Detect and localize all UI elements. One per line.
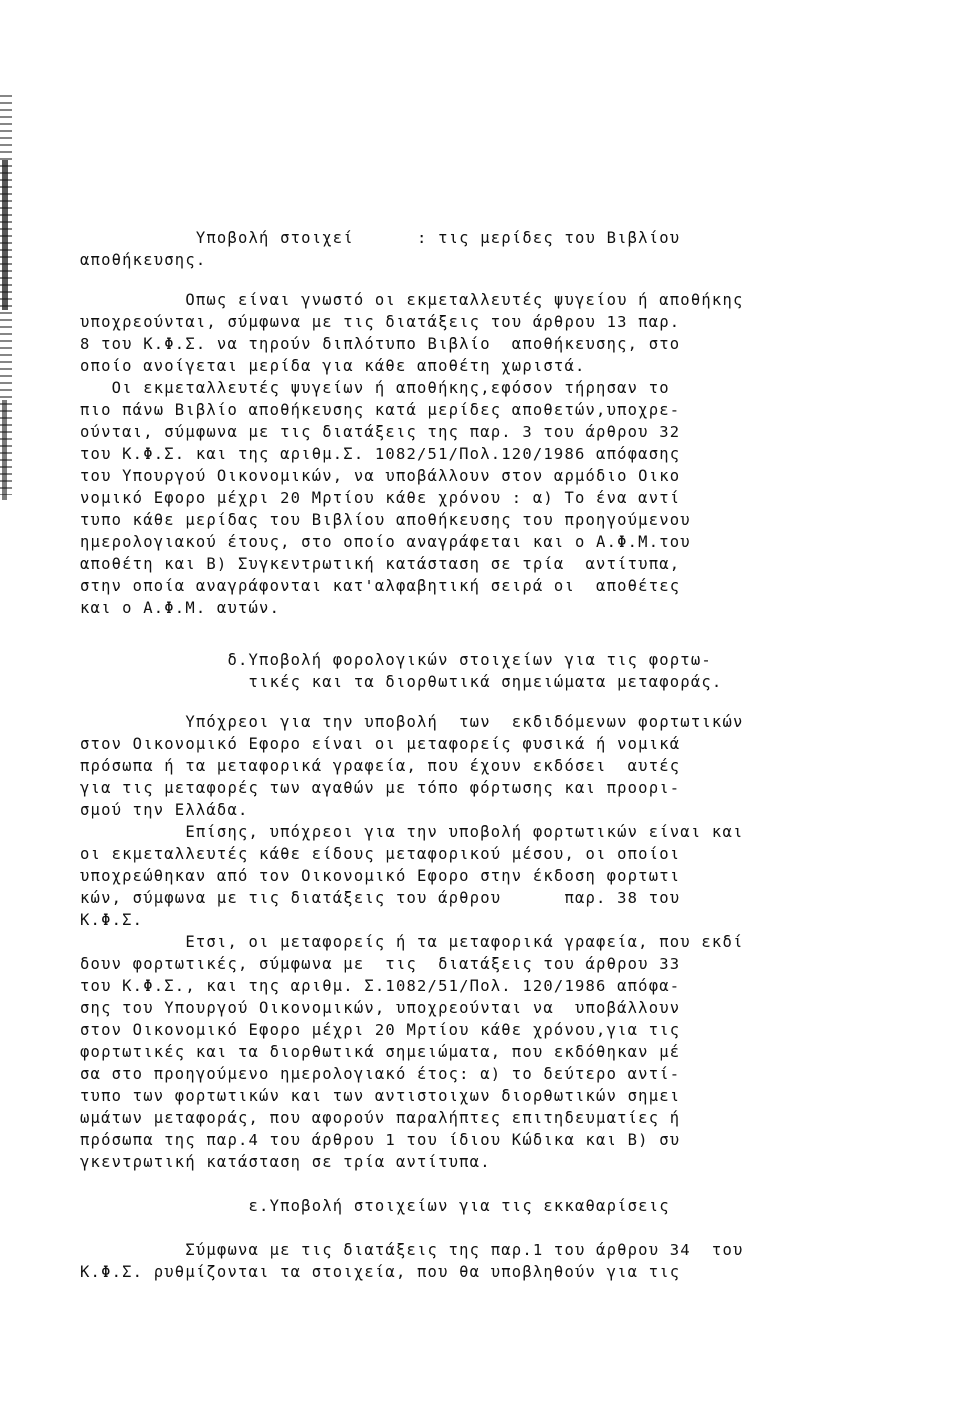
text-line: για τις μεταφορές των αγαθών με τόπο φόρτωσης και προορι- <box>80 779 681 797</box>
text-line: αποθέτη και Β) Συγκεντρωτική κατάσταση σε τρία αντίτυπα, <box>80 555 681 573</box>
text-line: ε.Υποβολή στοιχείων για τις εκκαθαρίσεις <box>80 1197 670 1215</box>
text-line: υποχρεώθηκαν από τον Οικονομικό Εφορο στην έκδοση φορτωτι <box>80 867 681 885</box>
text-line: Κ.Φ.Σ. ρυθμίζονται τα στοιχεία, που θα υποβληθούν για τις <box>80 1263 681 1281</box>
text-line: στην οποία αναγράφονται κατ'αλφαβητική σειρά οι αποθέτες <box>80 577 681 595</box>
text-line: ωμάτων μεταφοράς, που αφορούν παραλήπτες επιτηδευματίες ή <box>80 1109 681 1127</box>
text-line: του Κ.Φ.Σ. και της αριθμ.Σ. 1082/51/Πολ.120/1986 απόφασης <box>80 445 681 463</box>
scan-edge-artifact <box>2 160 8 310</box>
text-line: ούνται, σύμφωνα με τις διατάξεις της παρ. 3 του άρθρου 32 <box>80 423 681 441</box>
text-line: στον Οικονομικό Εφορο μέχρι 20 Μρτίου κάθε χρόνου,για τις <box>80 1021 681 1039</box>
text-line: Επίσης, υπόχρεοι για την υποβολή φορτωτικών είναι και <box>80 823 744 841</box>
text-line: υποχρεούνται, σύμφωνα με τις διατάξεις του άρθρου 13 παρ. <box>80 313 681 331</box>
text-line: νομικό Εφορο μέχρι 20 Μρτίου κάθε χρόνου : α) Το ένα αντί <box>80 489 681 507</box>
text-line: Υποβολή στοιχεί : τις μερίδες του Βιβλίου <box>80 229 681 247</box>
text-line: τικές και τα διορθωτικά σημειώματα μεταφοράς. <box>80 673 723 691</box>
text-line: οι εκμεταλλευτές κάθε είδους μεταφορικού μέσου, οι οποίοι <box>80 845 681 863</box>
text-line: Οι εκμεταλλευτές ψυγείων ή αποθήκης,εφόσον τήρησαν το <box>80 379 670 397</box>
scan-edge-artifact <box>2 400 7 500</box>
text-line: πιο πάνω Βιβλίο αποθήκευσης κατά μερίδες αποθετών,υποχρε- <box>80 401 681 419</box>
text-line: Οπως είναι γνωστό οι εκμεταλλευτές ψυγείου ή αποθήκης <box>80 291 744 309</box>
text-line: Ετσι, οι μεταφορείς ή τα μεταφορικά γραφεία, που εκδί <box>80 933 744 951</box>
text-line: τυπο των φορτωτικών και των αντιστοιχων διορθωτικών σημει <box>80 1087 681 1105</box>
text-line: Υπόχρεοι για την υποβολή των εκδιδόμενων φορτωτικών <box>80 713 744 731</box>
text-line: οποίο ανοίγεται μερίδα για κάθε αποθέτη χωριστά. <box>80 357 586 375</box>
text-line: φορτωτικές και τα διορθωτικά σημειώματα, που εκδόθηκαν μέ <box>80 1043 681 1061</box>
text-line: πρόσωπα ή τα μεταφορικά γραφεία, που έχουν εκδόσει αυτές <box>80 757 681 775</box>
text-line: του Κ.Φ.Σ., και της αριθμ. Σ.1082/51/Πολ. 120/1986 απόφα- <box>80 977 681 995</box>
text-line: και ο Α.Φ.Μ. αυτών. <box>80 599 281 617</box>
text-line: δ.Υποβολή φορολογικών στοιχείων για τις φορτω- <box>80 651 712 669</box>
text-line: τυπο κάθε μερίδας του Βιβλίου αποθήκευσης του προηγούμενου <box>80 511 691 529</box>
text-line: ημερολογιακού έτους, στο οποίο αναγράφεται και ο Α.Φ.Μ.του <box>80 533 691 551</box>
text-line: γκεντρωτική κατάσταση σε τρία αντίτυπα. <box>80 1153 491 1171</box>
text-line: πρόσωπα της παρ.4 του άρθρου 1 του ίδιου Κώδικα και Β) συ <box>80 1131 681 1149</box>
text-line: 8 του Κ.Φ.Σ. να τηρούν διπλότυπο Βιβλίο αποθήκευσης, στο <box>80 335 681 353</box>
text-line: δουν φορτωτικές, σύμφωνα με τις διατάξεις του άρθρου 33 <box>80 955 681 973</box>
text-line: αποθήκευσης. <box>80 251 207 269</box>
text-line: του Υπουργού Οικονομικών, να υποβάλλουν στον αρμόδιο Οικο <box>80 467 681 485</box>
text-line: στον Οικονομικό Εφορο είναι οι μεταφορείς φυσικά ή νομικά <box>80 735 681 753</box>
text-line: σης του Υπουργού Οικονομικών, υποχρεούνται να υποβάλλουν <box>80 999 681 1017</box>
text-line: σμού την Ελλάδα. <box>80 801 249 819</box>
text-line: κών, σύμφωνα με τις διατάξεις του άρθρου παρ. 38 του <box>80 889 681 907</box>
text-line: σα στο προηγούμενο ημερολογιακό έτος: α) το δεύτερο αντί- <box>80 1065 681 1083</box>
text-line: Κ.Φ.Σ. <box>80 911 144 929</box>
text-line: Σύμφωνα με τις διατάξεις της παρ.1 του άρθρου 34 του <box>80 1241 744 1259</box>
